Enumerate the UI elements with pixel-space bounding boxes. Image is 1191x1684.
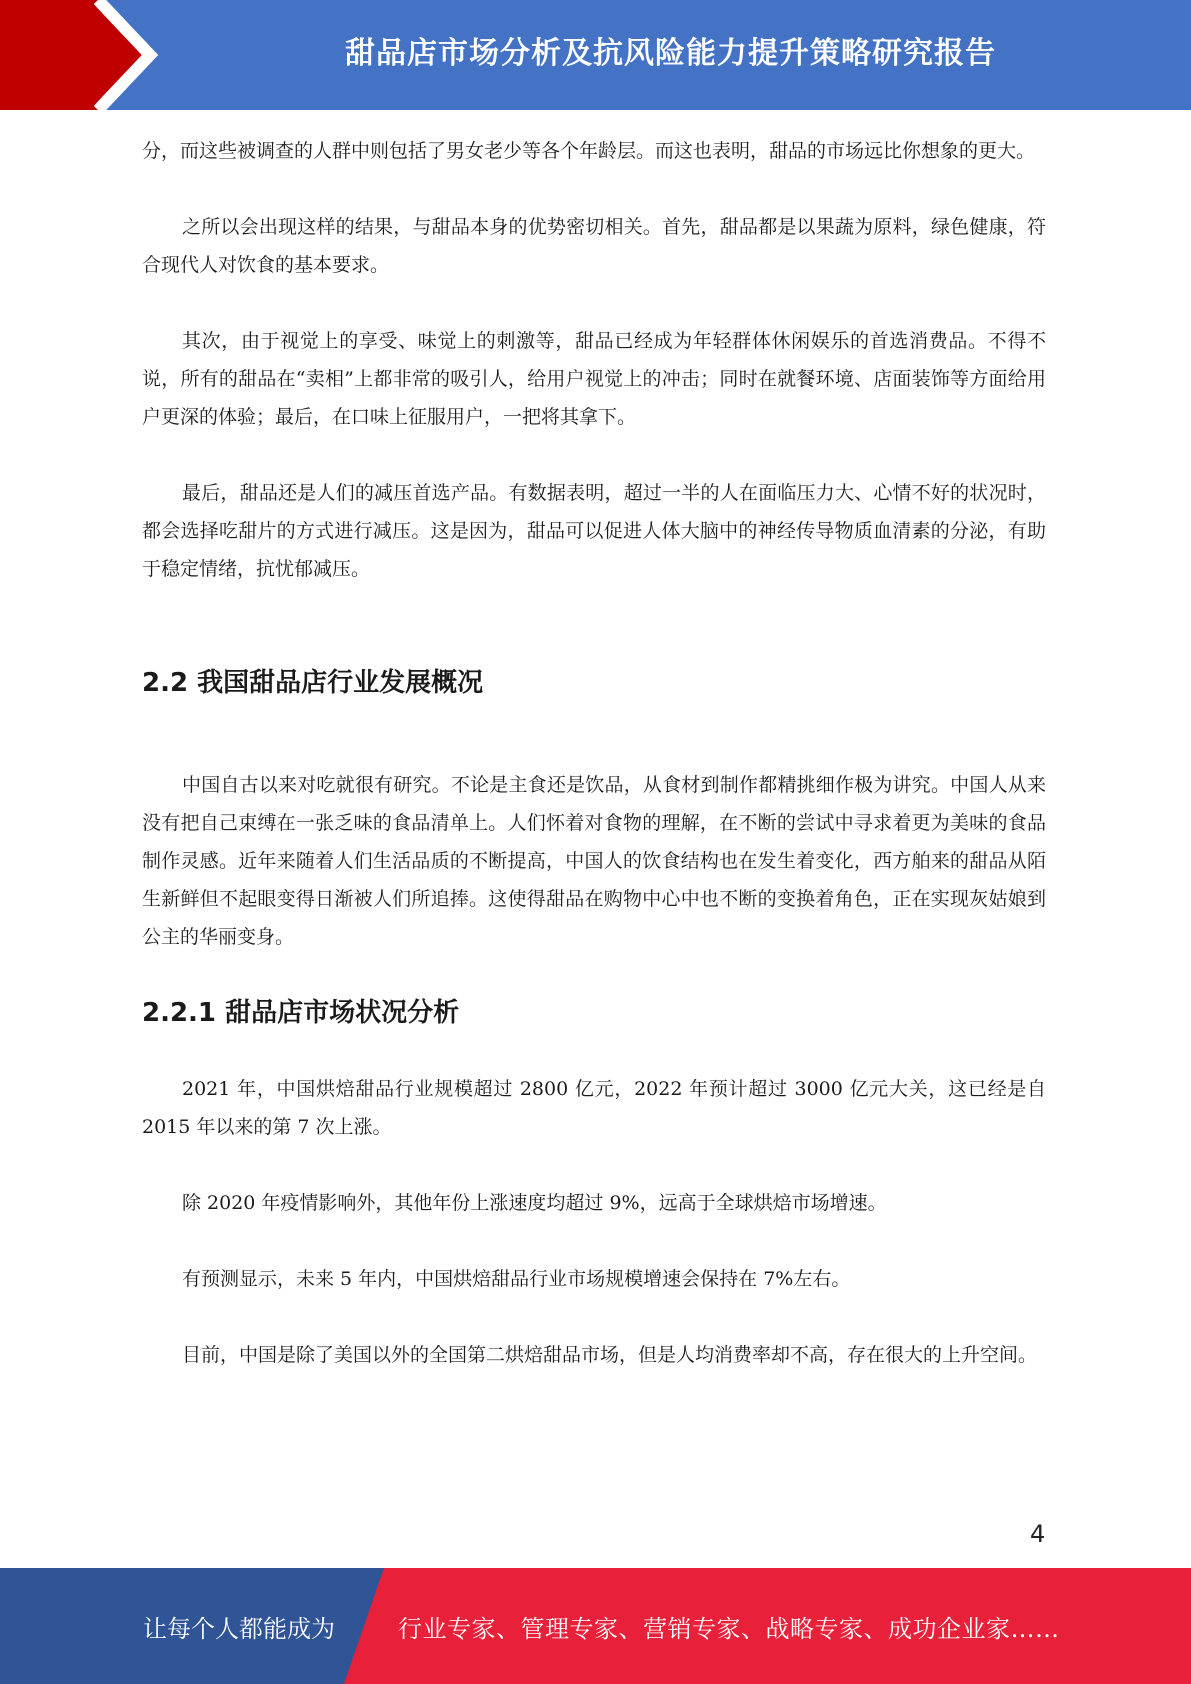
page-number: 4 xyxy=(1030,1520,1046,1548)
footer-slogan-left: 让每个人都能成为 xyxy=(143,1614,335,1643)
paragraph: 有预测显示，未来 5 年内，中国烘焙甜品行业市场规模增速会保持在 7%左右。 xyxy=(182,1268,851,1290)
paragraph: 其次，由于视觉上的享受、味觉上的刺激等，甜品已经成为年轻群体休闲娱乐的首选消费品。不得不说，所有的甜品在“卖相”上都非常的吸引人，给用户视觉上的冲击；同时在就餐环境、店面装饰等方面给用户更深的体验；最后，在口味上征服用户，一把将其拿下。 xyxy=(142,330,1046,428)
paragraph-continued: 分，而这些被调查的人群中则包括了男女老少等各个年龄层。而这也表明，甜品的市场远比你想象的更大。 xyxy=(142,140,1036,162)
paragraph: 之所以会出现这样的结果，与甜品本身的优势密切相关。首先，甜品都是以果蔬为原料，绿色健康，符合现代人对饮食的基本要求。 xyxy=(142,216,1046,276)
footer-slogan-right: 行业专家、管理专家、营销专家、战略专家、成功企业家…… xyxy=(398,1614,1060,1643)
subsection-heading: 2.2.1 甜品店市场状况分析 xyxy=(142,998,460,1028)
paragraph: 目前，中国是除了美国以外的全国第二烘焙甜品市场，但是人均消费率却不高，存在很大的上升空间。 xyxy=(182,1344,1038,1366)
page-header xyxy=(0,0,1191,110)
paragraph: 除 2020 年疫情影响外，其他年份上涨速度均超过 9%，远高于全球烘焙市场增速。 xyxy=(182,1192,887,1214)
paragraph: 中国自古以来对吃就很有研究。不论是主食还是饮品，从食材到制作都精挑细作极为讲究。中国人从来没有把自己束缚在一张乏味的食品清单上。人们怀着对食物的理解，在不断的尝试中寻求着更为美味的食品制作灵感。近年来随着人们生活品质的不断提高，中国人的饮食结构也在发生着变化，西方舶来的甜品从陌生新鲜但不起眼变得日渐被人们所追捧。这使得甜品在购物中心中也不断的变换着角色，正在实现灰姑娘到公主的华丽变身。 xyxy=(142,774,1046,948)
report-title: 甜品店市场分析及抗风险能力提升策略研究报告 xyxy=(345,36,996,71)
paragraph: 最后，甜品还是人们的减压首选产品。有数据表明，超过一半的人在面临压力大、心情不好的状况时，都会选择吃甜片的方式进行减压。这是因为，甜品可以促进人体大脑中的神经传导物质血清素的分泌，有助于稳定情绪，抗忧郁减压。 xyxy=(142,482,1046,580)
page-footer xyxy=(0,1568,1191,1684)
section-heading: 2.2 我国甜品店行业发展概况 xyxy=(142,668,484,698)
header-arrow-decoration xyxy=(0,0,160,110)
page-content xyxy=(142,132,1046,1412)
paragraph: 2021 年，中国烘焙甜品行业规模超过 2800 亿元，2022 年预计超过 3000 亿元大关，这已经是自 2015 年以来的第 7 次上涨。 xyxy=(142,1078,1046,1138)
